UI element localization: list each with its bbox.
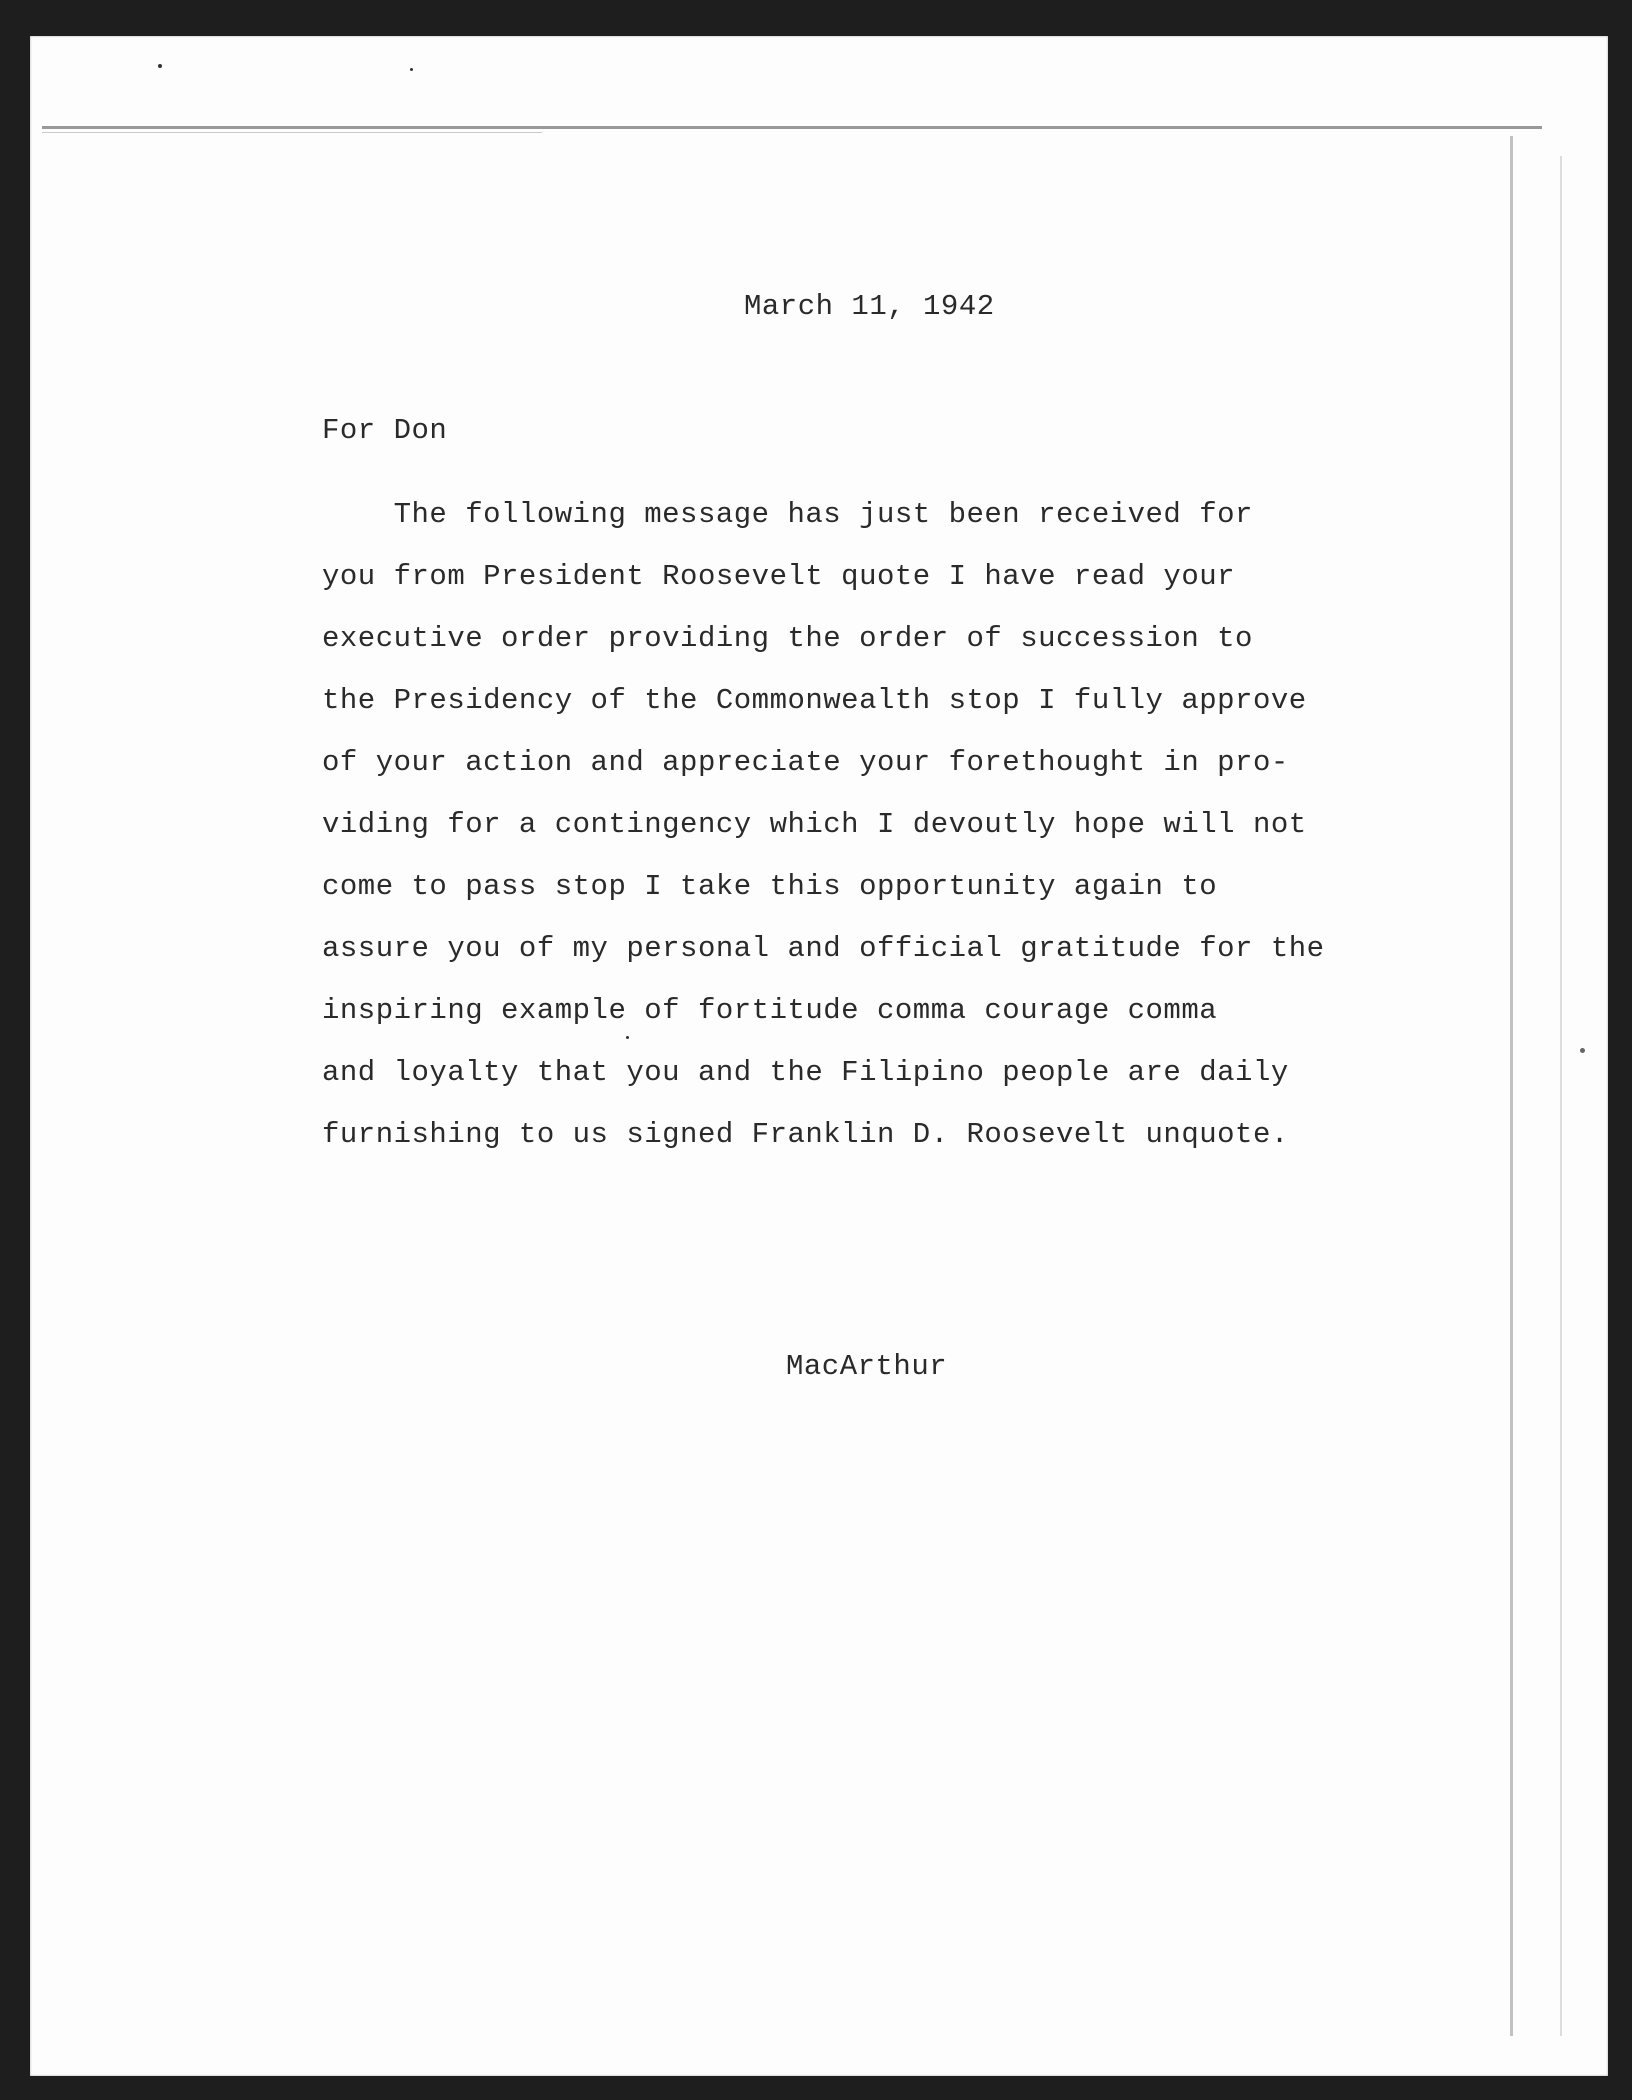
paper-sheet — [30, 36, 1608, 2076]
body-line: you from President Roosevelt quote I have read your — [322, 560, 1236, 593]
body-line: inspiring example of fortitude comma courage comma — [322, 994, 1218, 1027]
letter-signature: MacArthur — [786, 1350, 948, 1383]
body-line: The following message has just been received for — [322, 498, 1253, 531]
body-line: furnishing to us signed Franklin D. Roosevelt unquote. — [322, 1118, 1289, 1151]
fold-line-faint — [42, 132, 542, 133]
body-line: assure you of my personal and official gratitude for the — [322, 932, 1325, 965]
scan-speck — [626, 1036, 629, 1039]
body-line: the Presidency of the Commonwealth stop I fully approve — [322, 684, 1307, 717]
scan-speck — [410, 68, 413, 71]
body-line: viding for a contingency which I devoutly hope will not — [322, 808, 1307, 841]
body-line: executive order providing the order of succession to — [322, 622, 1253, 655]
letter-salutation: For Don — [322, 414, 448, 447]
body-line: of your action and appreciate your forethought in pro- — [322, 746, 1289, 779]
page-edge-shadow — [1510, 136, 1513, 2036]
page-edge-shadow-faint — [1560, 156, 1562, 2036]
letter-date: March 11, 1942 — [744, 290, 995, 323]
scan-speck — [158, 64, 162, 68]
body-line: come to pass stop I take this opportunity again to — [322, 870, 1218, 903]
body-line: and loyalty that you and the Filipino people are daily — [322, 1056, 1289, 1089]
fold-line — [42, 126, 1542, 129]
scan-speck — [1580, 1048, 1585, 1053]
